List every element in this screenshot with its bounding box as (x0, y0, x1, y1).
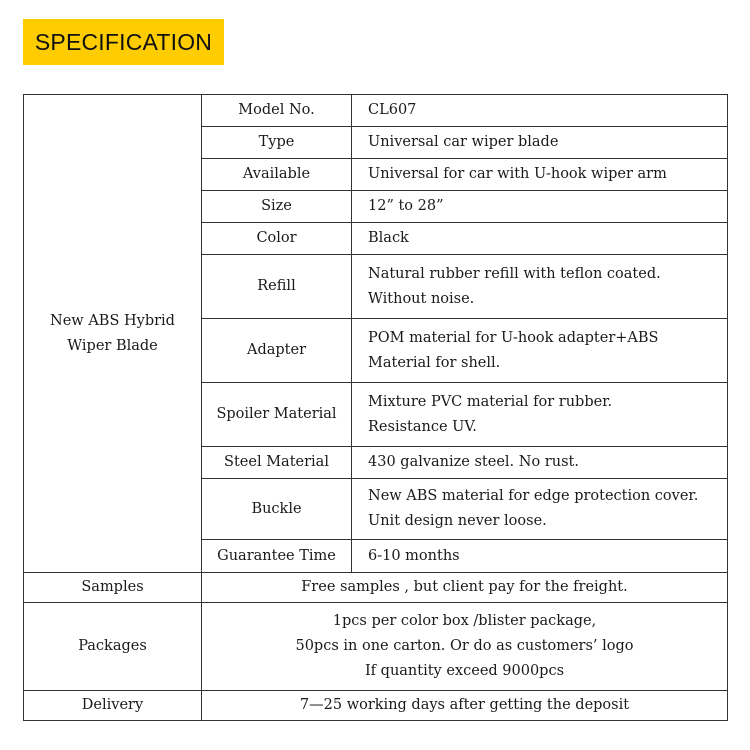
spec-value-cell (352, 383, 728, 447)
spec-value: Unit design never loose. (368, 513, 547, 529)
spec-label: Refill (202, 255, 352, 319)
packages-row (24, 603, 728, 691)
spec-value-cell (352, 319, 728, 383)
spec-value-cell (352, 191, 728, 223)
spec-label: Adapter (202, 319, 352, 383)
spec-value: Without noise. (368, 290, 475, 307)
samples-label: Samples (24, 573, 202, 603)
spec-value-cell (352, 540, 728, 573)
delivery-row (24, 691, 728, 721)
packages-line: If quantity exceed 9000pcs (364, 663, 565, 679)
spec-label: Guarantee Time (202, 540, 352, 573)
spec-value: 12” to 28” (368, 198, 444, 214)
specification-table (23, 94, 728, 721)
spec-value: New ABS material for edge protection cover. (368, 488, 699, 504)
spec-value: Mixture PVC material for rubber. (368, 393, 613, 410)
packages-line: 50pcs in one carton. Or do as customers’ logo (295, 638, 634, 654)
packages-value-cell (202, 603, 728, 691)
spec-value: Black (368, 230, 409, 246)
spec-label: Color (202, 223, 352, 255)
spec-label: Model No. (202, 95, 352, 127)
spec-value: Natural rubber refill with teflon coated. (368, 265, 661, 282)
packages-line: 1pcs per color box /blister package, (332, 613, 597, 629)
spec-value-cell (352, 255, 728, 319)
spec-value: 430 galvanize steel. No rust. (368, 454, 579, 470)
spec-value: Universal for car with U-hook wiper arm (368, 166, 667, 182)
spec-value-cell (352, 223, 728, 255)
spec-value: 6-10 months (368, 547, 460, 564)
packages-label: Packages (24, 603, 202, 691)
page-title: SPECIFICATION (34, 28, 213, 55)
spec-value-cell (352, 127, 728, 159)
spec-value: POM material for U-hook adapter+ABS (368, 329, 659, 346)
spec-row-model (24, 95, 728, 127)
delivery-label: Delivery (24, 691, 202, 721)
product-name-line: New ABS Hybrid (50, 312, 175, 329)
spec-label: Type (202, 127, 352, 159)
spec-value: Material for shell. (368, 354, 501, 371)
spec-label: Buckle (202, 479, 352, 540)
spec-value-cell (352, 159, 728, 191)
spec-value-cell (352, 479, 728, 540)
spec-label: Spoiler Material (202, 383, 352, 447)
product-name-cell (24, 95, 202, 573)
spec-label: Available (202, 159, 352, 191)
specification-banner (23, 19, 224, 65)
spec-value-cell (352, 95, 728, 127)
spec-label: Size (202, 191, 352, 223)
spec-label: Steel Material (202, 447, 352, 479)
delivery-value: 7—25 working days after getting the deposit (202, 691, 728, 721)
spec-value: Universal car wiper blade (368, 134, 559, 150)
spec-value: CL607 (368, 102, 417, 118)
samples-row (24, 573, 728, 603)
spec-value-cell (352, 447, 728, 479)
product-name-line: Wiper Blade (67, 337, 158, 354)
spec-value: Resistance UV. (368, 418, 477, 435)
samples-value: Free samples , but client pay for the freight. (202, 573, 728, 603)
